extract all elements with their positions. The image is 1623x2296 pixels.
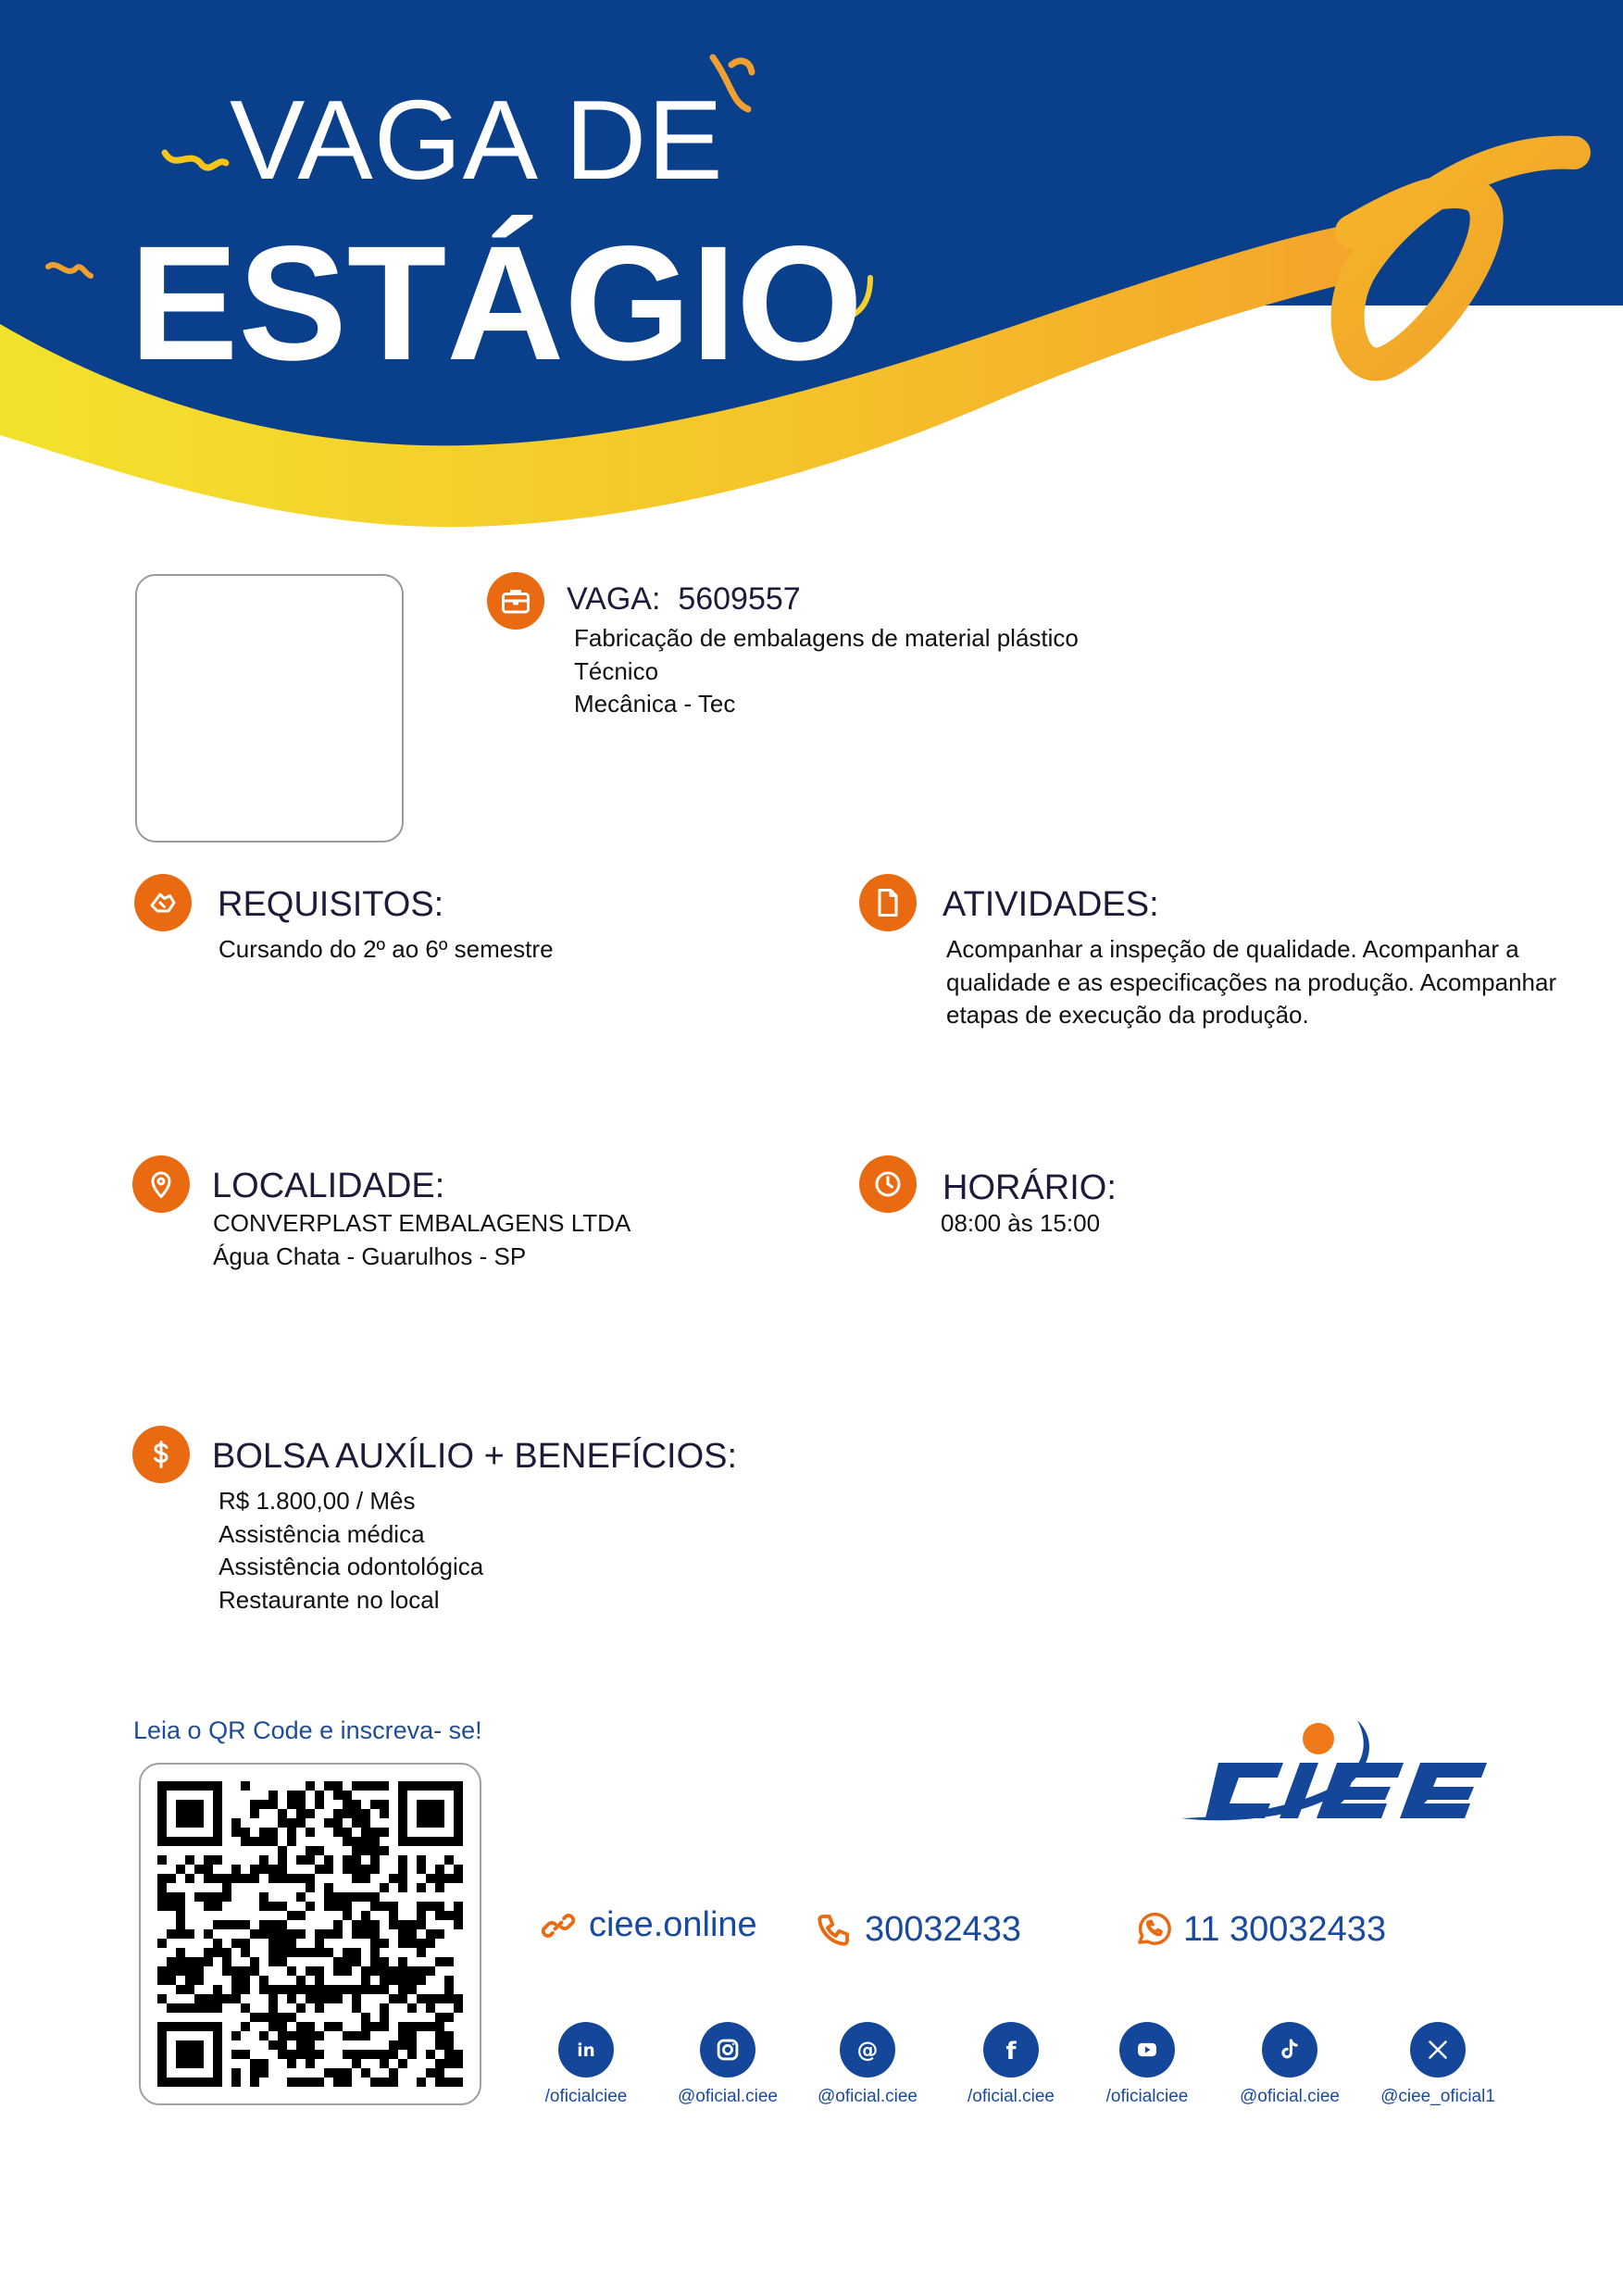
- social-threads[interactable]: [798, 2022, 937, 2107]
- social-tiktok[interactable]: [1220, 2022, 1359, 2107]
- briefcase-icon: [487, 572, 544, 630]
- website-link[interactable]: [539, 1905, 757, 1945]
- document-icon: [859, 874, 917, 931]
- location-text: [213, 1207, 630, 1273]
- requirements-icon: [134, 874, 192, 931]
- whatsapp-contact[interactable]: [1133, 1905, 1386, 1953]
- facebook-icon: [983, 2022, 1039, 2078]
- social-instagram[interactable]: [658, 2022, 797, 2107]
- social-handle: @ciee_oficial1: [1380, 2087, 1495, 2106]
- benefit-item: Assistência médica: [218, 1519, 425, 1548]
- youtube-icon: [1119, 2022, 1175, 2078]
- job-label: VAGA:: [567, 581, 661, 617]
- instagram-icon: [700, 2022, 755, 2078]
- hero-title-line1: VAGA DE: [230, 77, 724, 203]
- qr-finder-pattern: [398, 1781, 463, 1846]
- location-icon: [132, 1155, 190, 1213]
- requirements-title: REQUISITOS:: [218, 885, 444, 924]
- activities-title: ATIVIDADES:: [943, 885, 1159, 924]
- job-sector: Fabricação de embalagens de material plástico: [574, 624, 1079, 652]
- requirements-list: [218, 933, 554, 967]
- svg-text:f: f: [1005, 2037, 1017, 2065]
- hero-title-line2: ESTÁGIO: [130, 213, 864, 394]
- ciee-logo-letters: [1205, 1763, 1487, 1818]
- job-course: Mecânica - Tec: [574, 690, 736, 718]
- social-x[interactable]: [1368, 2022, 1507, 2107]
- schedule-text: [941, 1207, 1100, 1241]
- photo-placeholder: [135, 574, 404, 842]
- qr-finder-pattern: [157, 1781, 222, 1846]
- phone-text: 30032433: [865, 1910, 1022, 1949]
- svg-text:@: @: [856, 2038, 879, 2063]
- social-handle: /oficialciee: [544, 2087, 628, 2106]
- tiktok-icon: [1262, 2022, 1317, 2078]
- activities-line: Acompanhar a inspeção de qualidade. Acompanhar a: [946, 935, 1519, 963]
- social-facebook[interactable]: [942, 2022, 1080, 2107]
- social-handle: @oficial.ciee: [678, 2087, 778, 2106]
- benefits-title: BOLSA AUXÍLIO + BENEFÍCIOS:: [212, 1437, 738, 1476]
- job-details: [574, 622, 1079, 721]
- job-code: 5609557: [678, 581, 801, 617]
- job-level: Técnico: [574, 656, 659, 685]
- location-title: LOCALIDADE:: [212, 1167, 445, 1205]
- qr-finder-pattern: [157, 2022, 222, 2087]
- benefit-item: R$ 1.800,00 / Mês: [218, 1487, 416, 1515]
- threads-icon: [840, 2022, 895, 2078]
- social-handle: /oficialciee: [1105, 2087, 1189, 2106]
- schedule-title: HORÁRIO:: [943, 1168, 1117, 1207]
- activities-text: [946, 933, 1556, 1032]
- benefit-item: Restaurante no local: [218, 1585, 440, 1614]
- social-linkedin[interactable]: [517, 2022, 655, 2107]
- activities-line: qualidade e as especificações na produção. Acompanhar: [946, 967, 1557, 996]
- benefits-list: [218, 1485, 483, 1616]
- linkedin-icon: [558, 2022, 614, 2078]
- header-banner: [0, 0, 1623, 537]
- activities-line: etapas de execução da produção.: [946, 1001, 1309, 1029]
- x-icon: [1410, 2022, 1466, 2078]
- ciee-logo: [1181, 1715, 1492, 1844]
- qr-code[interactable]: [139, 1763, 481, 2105]
- requirement-item: Cursando do 2º ao 6º semestre: [218, 935, 554, 963]
- phone-contact[interactable]: [815, 1905, 1021, 1953]
- company-name: CONVERPLAST EMBALAGENS LTDA: [213, 1209, 631, 1237]
- company-address: Água Chata - Guarulhos - SP: [213, 1242, 527, 1270]
- job-title: [567, 583, 801, 615]
- benefit-item: Assistência odontológica: [218, 1553, 484, 1580]
- svg-text:in: in: [577, 2041, 595, 2062]
- social-youtube[interactable]: [1078, 2022, 1217, 2107]
- social-handle: @oficial.ciee: [1240, 2087, 1340, 2106]
- phone-icon: [815, 1910, 854, 1949]
- website-text: ciee.online: [589, 1905, 757, 1944]
- whatsapp-icon: [1133, 1910, 1172, 1949]
- clock-icon: [859, 1155, 917, 1213]
- schedule-hours: 08:00 às 15:00: [941, 1209, 1101, 1237]
- social-handle: /oficial.ciee: [968, 2087, 1055, 2106]
- qr-code-image: [157, 1781, 463, 2087]
- dollar-icon: [132, 1426, 190, 1483]
- link-icon: [539, 1906, 578, 1945]
- whatsapp-text: 11 30032433: [1183, 1910, 1387, 1949]
- social-handle: @oficial.ciee: [818, 2087, 918, 2106]
- qr-label: Leia o QR Code e inscreva- se!: [133, 1716, 482, 1744]
